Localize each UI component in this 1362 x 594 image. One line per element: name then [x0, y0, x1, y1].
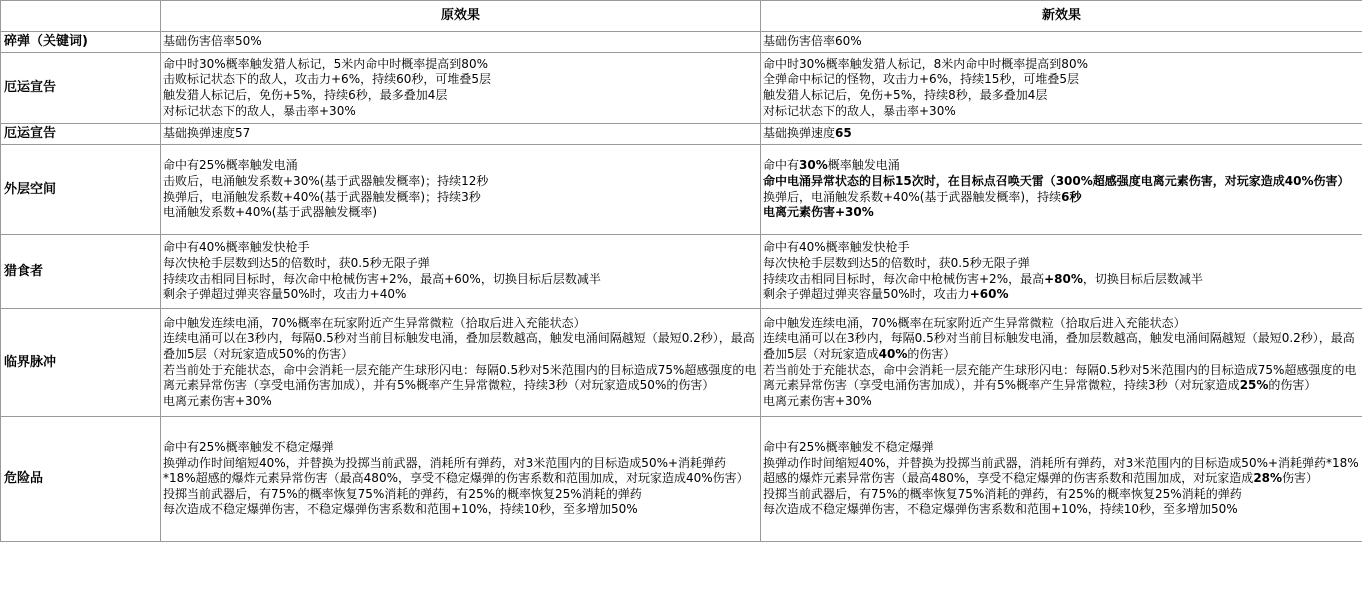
effect-text: 剩余子弹超过弹夹容量50%时，攻击力+40%: [163, 287, 407, 302]
effect-line: [763, 394, 1360, 410]
effect-line: [763, 190, 1360, 206]
effect-line: [763, 440, 1360, 456]
changed-value-text: 30%: [799, 158, 828, 173]
effect-text: 若当前处于充能状态，命中会消耗一层充能产生球形闪电：每隔0.5秒对5米范围内的目标造成75%超感强度的电离元素异常伤害（享受电涌伤害加成），并有5%概率产生异常微粒，持续3秒（对玩家造成50%的伤害）: [163, 362, 757, 393]
table-row: [1, 309, 1362, 417]
effect-line: [763, 72, 1360, 88]
effect-text: 命中时30%概率触发猎人标记，5米内命中时概率提高到80%: [163, 56, 488, 71]
changed-value-text: 65: [835, 126, 852, 141]
new-effect-cell: [761, 32, 1362, 53]
effect-text: 命中有25%概率触发电涌: [163, 158, 298, 173]
effect-line: [763, 487, 1360, 503]
effect-text: 剩余子弹超过弹夹容量50%时，攻击力: [763, 287, 970, 302]
effect-text: 连续电涌可以在3秒内，每隔0.5秒对当前目标触发电涌，叠加层数越高，触发电涌间隔越短（最短0.2秒），最高叠加5层（对玩家造成: [763, 331, 1355, 361]
effect-text: 连续电涌可以在3秒内，每隔0.5秒对当前目标触发电涌，叠加层数越高，触发电涌间隔越短（最短0.2秒），最高叠加5层（对玩家造成50%的伤害）: [163, 331, 755, 361]
effect-line: [163, 104, 758, 120]
effect-line: [163, 502, 758, 518]
table-row: [1, 124, 1362, 145]
effect-line: [163, 240, 758, 256]
effect-text: 的伤害）: [1268, 378, 1317, 393]
effect-line: [763, 126, 1360, 142]
effect-line: [163, 205, 758, 221]
effect-text: 命中有40%概率触发快枪手: [763, 240, 910, 255]
effect-text: 击败标记状态下的敌人，攻击力+6%，持续60秒，可堆叠5层: [163, 72, 491, 87]
effect-line: [163, 363, 758, 394]
perk-name: 临界脉冲: [1, 309, 161, 417]
effect-text: 基础换弹速度: [763, 126, 836, 141]
effect-text: 持续攻击相同目标时，每次命中枪械伤害+2%，最高+60%，切换目标后层数减半: [163, 271, 601, 286]
effect-text: 命中有40%概率触发快枪手: [163, 240, 310, 255]
changed-value-text: 6秒: [1061, 189, 1082, 204]
effect-line: [763, 287, 1360, 303]
header-row: [1, 1, 1362, 32]
effect-line: [763, 272, 1360, 288]
effect-line: [163, 72, 758, 88]
effect-line: [163, 287, 758, 303]
effect-text: 投掷当前武器后，有75%的概率恢复75%消耗的弹药，有25%的概率恢复25%消耗的弹药: [163, 486, 642, 501]
effect-text: 伤害）: [1282, 471, 1319, 486]
effect-line: [163, 487, 758, 503]
effect-text: 持续攻击相同目标时，每次命中枪械伤害+2%，最高: [763, 271, 1045, 286]
perk-name: 外层空间: [1, 145, 161, 235]
effect-line: [763, 456, 1360, 487]
effect-line: [763, 88, 1360, 104]
effect-text: 命中有25%概率触发不稳定爆弹: [163, 440, 334, 455]
effect-text: 每次快枪手层数到达5的倍数时，获0.5秒无限子弹: [163, 255, 430, 270]
effect-line: [163, 88, 758, 104]
effect-line: [163, 272, 758, 288]
effect-text: 击败后，电涌触发系数+30%(基于武器触发概率)；持续12秒: [163, 173, 489, 188]
effect-line: [163, 440, 758, 456]
changed-value-text: +60%: [969, 287, 1009, 302]
old-effect-cell: [161, 235, 761, 309]
effect-line: [763, 104, 1360, 120]
effect-text: 命中触发连续电涌，70%概率在玩家附近产生异常微粒（拾取后进入充能状态）: [763, 315, 1186, 330]
changed-value-text: 电离元素伤害+30%: [763, 205, 874, 220]
perk-name: 猎食者: [1, 235, 161, 309]
changed-value-text: 命中电涌异常状态的目标15次时，在目标点召唤天雷（300%超感强度电离元素伤害，对玩家造成40%伤害）: [763, 173, 1350, 188]
changed-value-text: +80%: [1044, 271, 1083, 286]
perk-name: 碎弹（关键词): [1, 32, 161, 53]
effect-line: [163, 456, 758, 487]
header-name: [1, 1, 161, 32]
effect-line: [163, 57, 758, 73]
changed-value-text: 25%: [1239, 378, 1269, 393]
effect-text: 若当前处于充能状态，命中会消耗一层充能产生球形闪电：每隔0.5秒对5米范围内的目标造成75%超感强度的电离元素异常伤害（享受电涌伤害加成），并有5%概率产生异常微粒，持续3秒（对玩家造成: [763, 362, 1357, 393]
effect-line: [763, 57, 1360, 73]
effect-text: 命中有: [763, 158, 800, 173]
old-effect-cell: [161, 145, 761, 235]
effect-line: [163, 316, 758, 332]
effect-text: 每次造成不稳定爆弹伤害，不稳定爆弹伤害系数和范围+10%，持续10秒，至多增加50%: [163, 502, 638, 517]
effect-text: 触发猎人标记后，免伤+5%，持续6秒，最多叠加4层: [163, 88, 448, 102]
effect-text: 触发猎人标记后，免伤+5%，持续8秒，最多叠加4层: [763, 88, 1048, 102]
table-row: [1, 53, 1362, 124]
old-effect-cell: [161, 417, 761, 542]
effect-line: [163, 190, 758, 206]
effect-line: [763, 331, 1360, 362]
effect-line: [763, 158, 1360, 174]
changed-value-text: 28%: [1253, 471, 1283, 486]
effect-text: 基础伤害倍率60%: [763, 34, 862, 49]
table-row: [1, 145, 1362, 235]
table-row: [1, 417, 1362, 542]
effect-text: 概率触发电涌: [827, 158, 900, 173]
effect-line: [763, 205, 1360, 221]
new-effect-cell: [761, 309, 1362, 417]
effect-line: [163, 34, 758, 50]
effect-line: [163, 158, 758, 174]
effect-text: 电离元素伤害+30%: [763, 393, 872, 408]
effect-line: [763, 256, 1360, 272]
effect-line: [163, 126, 758, 142]
effect-text: 换弹动作时间缩短40%，并替换为投掷当前武器，消耗所有弹药，对3米范围内的目标造成50%+消耗弹药*18%超感的爆炸元素异常伤害（最高480%，享受不稳定爆弹的伤害系数和范围加成，对玩家造成40%伤害）: [163, 455, 749, 486]
old-effect-cell: [161, 124, 761, 145]
table-row: [1, 32, 1362, 53]
effect-line: [163, 256, 758, 272]
effect-text: 基础伤害倍率50%: [163, 34, 262, 49]
perk-name: 厄运宣告: [1, 124, 161, 145]
effect-text: 投掷当前武器后，有75%的概率恢复75%消耗的弹药，有25%的概率恢复25%消耗的弹药: [763, 486, 1242, 501]
effect-line: [763, 34, 1360, 50]
effect-text: 的伤害）: [907, 346, 956, 361]
effect-text: 对标记状态下的敌人，暴击率+30%: [163, 103, 356, 118]
effect-text: 命中有25%概率触发不稳定爆弹: [763, 440, 934, 455]
new-effect-cell: [761, 53, 1362, 124]
effect-text: 命中时30%概率触发猎人标记，8米内命中时概率提高到80%: [763, 56, 1088, 71]
effect-text: 全弹命中标记的怪物，攻击力+6%，持续15秒，可堆叠5层: [763, 72, 1079, 87]
table-row: [1, 235, 1362, 309]
effect-text: 命中触发连续电涌，70%概率在玩家附近产生异常微粒（拾取后进入充能状态）: [163, 315, 586, 330]
old-effect-cell: [161, 309, 761, 417]
effect-line: [763, 240, 1360, 256]
effect-line: [763, 316, 1360, 332]
changed-value-text: 40%: [878, 346, 908, 361]
effect-text: 对标记状态下的敌人，暴击率+30%: [763, 103, 956, 118]
new-effect-cell: [761, 235, 1362, 309]
table-body: [1, 32, 1362, 542]
effect-text: ，切换目标后层数减半: [1082, 271, 1203, 286]
new-effect-cell: [761, 417, 1362, 542]
old-effect-cell: [161, 32, 761, 53]
effect-line: [163, 174, 758, 190]
effect-line: [163, 331, 758, 362]
header-new-effect: 新效果: [761, 1, 1362, 32]
effect-text: 换弹后，电涌触发系数+40%(基于武器触发概率)，持续: [763, 189, 1062, 204]
effect-text: 换弹后，电涌触发系数+40%(基于武器触发概率)；持续3秒: [163, 189, 481, 204]
effect-line: [163, 394, 758, 410]
perk-name: 厄运宣告: [1, 53, 161, 124]
effect-text: 电离元素伤害+30%: [163, 393, 272, 408]
old-effect-cell: [161, 53, 761, 124]
effect-text: 电涌触发系数+40%(基于武器触发概率): [163, 205, 378, 220]
perk-name: 危险品: [1, 417, 161, 542]
effect-text: 基础换弹速度57: [163, 126, 251, 141]
effect-text: 换弹动作时间缩短40%，并替换为投掷当前武器，消耗所有弹药，对3米范围内的目标造成50%+消耗弹药*18%超感的爆炸元素异常伤害（最高480%，享受不稳定爆弹的伤害系数和范围加成，对玩家造成: [763, 455, 1359, 486]
new-effect-cell: [761, 124, 1362, 145]
effect-text: 每次快枪手层数到达5的倍数时，获0.5秒无限子弹: [763, 255, 1030, 270]
new-effect-cell: [761, 145, 1362, 235]
effect-line: [763, 502, 1360, 518]
header-old-effect: 原效果: [161, 1, 761, 32]
effect-line: [763, 174, 1360, 190]
effect-line: [763, 363, 1360, 394]
effect-text: 每次造成不稳定爆弹伤害，不稳定爆弹伤害系数和范围+10%，持续10秒，至多增加50%: [763, 502, 1238, 517]
